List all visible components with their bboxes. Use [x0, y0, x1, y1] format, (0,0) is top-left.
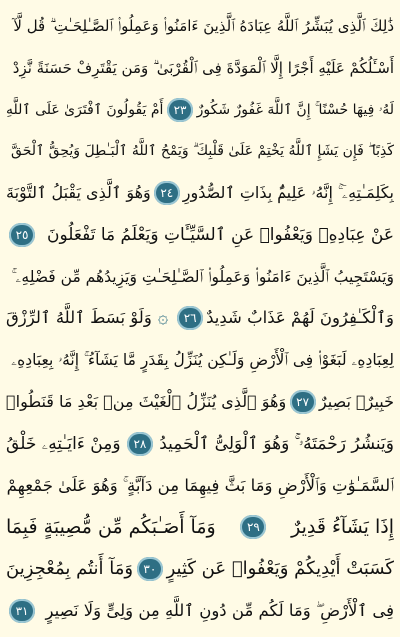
- verse-text: لِعِبَادِهِۦ لَبَغَوْا۟ فِى ٱلْأَرْضِ وَلَـٰكِن يُنَزِّلُ بِقَدَرٍ مَّا يَشَآءُ ۚ إِنَّهُۥ بِعِبَادِهِۦ: [11, 351, 394, 370]
- text-line: [6, 382, 394, 422]
- verse-text: ٱلسَّمَـٰوَٰتِ وَٱلْأَرْضِ وَمَا بَثَّ فِيهِمَا مِن دَآبَّةٍ ۚ وَهُوَ عَلَىٰ جَمْعِهِمْ: [6, 475, 394, 495]
- text-line: [6, 340, 394, 380]
- text-line: [6, 215, 394, 255]
- verse-end-marker-icon: ٢٧: [290, 390, 316, 414]
- verse-text: كَسَبَتْ أَيْدِيكُمْ وَيَعْفُوا۟ عَن كَثِيرٍ: [166, 558, 394, 580]
- verse-text: أَسْـَٔلُكُمْ عَلَيْهِ أَجْرًا إِلَّا ٱلْمَوَدَّةَ فِى ٱلْقُرْبَىٰ ۗ وَمَن يَقْتَرِفْ حَسَنَةً نَّزِدْ: [12, 58, 394, 77]
- verse-text: وَهُوَ ٱلَّذِى يُنَزِّلُ ٱلْغَيْثَ مِنۢ بَعْدِ مَا قَنَطُوا۟: [6, 392, 287, 412]
- text-line: [6, 466, 394, 506]
- text-line: [6, 6, 394, 46]
- text-line: [6, 298, 394, 338]
- verse-text: كَذِبًا ۖ فَإِن يَشَإِ ٱللَّهُ يَخْتِمْ عَلَىٰ قَلْبِكَ ۗ وَيَمْحُ ٱللَّهُ ٱلْبَـٰطِلَ وَيُحِقُّ ٱلْحَقَّ: [11, 143, 394, 160]
- verse-end-marker-icon: ٢٤: [154, 181, 180, 205]
- text-line: [6, 549, 394, 589]
- verse-text: عَنْ عِبَادِهِۦ وَيَعْفُوا۟ عَنِ ٱلسَّيِّـَٔاتِ وَيَعْلَمُ مَا تَفْعَلُونَ: [47, 224, 394, 245]
- text-line: [6, 131, 394, 171]
- verse-text: وَمَآ أَصَـٰبَكُم مِّن مُّصِيبَةٍ فَبِمَا: [6, 516, 216, 539]
- verse-text: إِذَا يَشَآءُ قَدِيرٌ: [291, 516, 394, 539]
- verse-end-marker-icon: ٢٦: [177, 306, 203, 330]
- verse-text: فِى ٱلْأَرْضِ ۖ وَمَا لَكُم مِّن دُونِ ٱللَّهِ مِن وَلِىٍّ وَلَا نَصِيرٍ: [45, 600, 394, 620]
- verse-end-marker-icon: ٢٨: [127, 432, 153, 456]
- verse-text: وَهُوَ ٱلَّذِى يَقْبَلُ ٱلتَّوْبَةَ: [6, 183, 151, 203]
- text-line: [6, 507, 394, 547]
- text-line: [6, 173, 394, 213]
- verse-text: وَمَآ أَنتُم بِمُعْجِزِينَ: [6, 558, 134, 580]
- text-line: [6, 90, 394, 130]
- verse-text: أَمْ يَقُولُونَ ٱفْتَرَىٰ عَلَى ٱللَّهِ: [6, 101, 164, 118]
- verse-end-marker-icon: ٢٩: [240, 515, 266, 539]
- verse-text: لَهُۥ فِيهَا حُسْنًا ۚ إِنَّ ٱللَّهَ غَفُورٌ شَكُورٌ: [196, 101, 394, 118]
- text-line: [6, 591, 394, 631]
- verse-text: وَيَنشُرُ رَحْمَتَهُۥ ۚ وَهُوَ ٱلْوَلِىُّ ٱلْحَمِيدُ: [159, 433, 394, 454]
- verse-text: ذَٰلِكَ ٱلَّذِى يُبَشِّرُ ٱللَّهُ عِبَادَهُ ٱلَّذِينَ ءَامَنُوا۟ وَعَمِلُوا۟ ٱلصَّـٰلِحَـٰتِ ۗ قُل لَّآ: [13, 17, 394, 35]
- text-line: [6, 48, 394, 88]
- verse-text: بِكَلِمَـٰتِهِۦٓ ۚ إِنَّهُۥ عَلِيمٌۢ بِذَاتِ ٱلصُّدُورِ: [182, 183, 394, 203]
- sajda-mark-icon: ۞: [157, 307, 169, 329]
- text-lines: [6, 6, 394, 631]
- verse-end-marker-icon: ٣٠: [137, 557, 163, 581]
- verse-text: وَيَسْتَجِيبُ ٱلَّذِينَ ءَامَنُوا۟ وَعَمِلُوا۟ ٱلصَّـٰلِحَـٰتِ وَيَزِيدُهُم مِّن فَضْلِهِۦ ۚ: [11, 267, 394, 286]
- verse-end-marker-icon: ٢٥: [9, 223, 35, 247]
- verse-end-marker-icon: ٣١: [9, 599, 35, 623]
- text-line: [6, 257, 394, 297]
- verse-text: وَلَوْ بَسَطَ ٱللَّهُ ٱلرِّزْقَ: [6, 308, 152, 328]
- verse-text: وَٱلْكَـٰفِرُونَ لَهُمْ عَذَابٌ شَدِيدٌ: [206, 308, 394, 328]
- verse-text: خَبِيرٌۢ بَصِيرٌ: [318, 392, 394, 412]
- text-line: [6, 424, 394, 464]
- verse-end-marker-icon: ٢٣: [167, 98, 193, 122]
- verse-text: وَمِنْ ءَايَـٰتِهِۦ خَلْقُ: [6, 433, 121, 454]
